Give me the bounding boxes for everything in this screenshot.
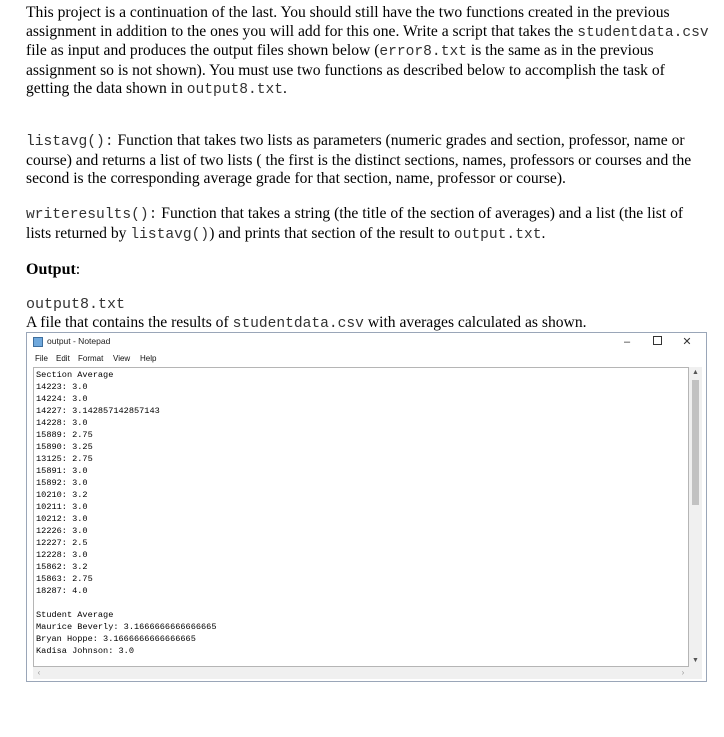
window-title: output - Notepad <box>47 336 111 346</box>
filename-studentdata: studentdata.csv <box>577 24 709 41</box>
menu-file[interactable]: File <box>35 354 48 363</box>
menu-bar <box>27 353 706 367</box>
listavg-paragraph: listavg(): Function that takes two lists as parameters (numeric grades and section, professor, name or course) and returns a list of two lists ( the first is the distinct sections, names, professors or courses and the second is the corresponding average grade for that section, name, professor or course). <box>26 132 692 188</box>
scroll-down-icon[interactable]: ▼ <box>692 657 699 664</box>
output-heading: Output: <box>26 261 81 278</box>
menu-edit[interactable]: Edit <box>56 354 70 363</box>
code-listavg: listavg(): <box>26 134 114 150</box>
menu-format[interactable]: Format <box>78 354 104 363</box>
scroll-right-icon[interactable]: › <box>681 668 685 677</box>
intro-paragraph: This project is a continuation of the last. You should still have the two functions created in the previous assignment in addition to the ones you will add for this one. Write a script that takes the studentdata.csv file as input and produces the output files shown below (error8.txt is the same as in the previous assignment so is not shown). You must use two functions as described below to accomplish the task of getting the data shown in output8.txt. <box>26 4 709 99</box>
menu-help[interactable]: Help <box>140 354 157 363</box>
vertical-scroll-thumb[interactable] <box>692 380 699 505</box>
filename-output: output.txt <box>453 226 542 243</box>
title-bar[interactable] <box>27 333 706 351</box>
output-filename: output8.txt <box>26 296 126 313</box>
resize-grip-icon[interactable] <box>689 667 702 679</box>
notepad-icon <box>33 337 43 347</box>
close-button[interactable]: ✕ <box>682 336 692 348</box>
maximize-button[interactable] <box>643 333 671 351</box>
filename-output8: output8.txt <box>186 82 284 99</box>
notepad-window <box>26 332 707 682</box>
file-content: Section Average 14223: 3.0 14224: 3.0 14227: 3.142857142857143 14228: 3.0 15889: 2.75 15890: 3.25 13125: 2.75 15891: 3.0 15892: 3.0 10210: 3.2 10211: 3.0 10212: 3.0 12226: 3.0 12227: 2.5 12228: 3.0 15862: 3.2 15863: 2.75 18287: 4.0 Student Average Maurice Beverly: 3.1666666666666665 Bryan Hoppe: 3.1666666666666665 Kadisa Johnson: 3.0 <box>36 370 217 656</box>
scroll-left-icon[interactable]: ‹ <box>37 668 41 677</box>
vertical-scrollbar[interactable] <box>689 367 702 667</box>
menu-view[interactable]: View <box>113 354 131 363</box>
filename-error: error8.txt <box>379 44 467 61</box>
code-writeresults: writeresults(): <box>26 207 158 223</box>
filename-studentdata-ref: studentdata.csv <box>232 316 364 332</box>
text-editor[interactable] <box>33 367 689 667</box>
writeresults-paragraph: writeresults(): Function that takes a string (the title of the section of averages) and a list (the list of lists returned by listavg()) and prints that section of the result to output.txt. <box>26 205 684 243</box>
horizontal-scrollbar[interactable] <box>33 667 689 679</box>
maximize-icon <box>653 336 662 345</box>
output-description: A file that contains the results of studentdata.csv with averages calculated as shown. <box>26 314 587 332</box>
scroll-up-icon[interactable]: ▲ <box>692 369 699 376</box>
code-listavg-ref: listavg() <box>130 226 210 243</box>
minimize-button[interactable]: – <box>623 336 631 348</box>
